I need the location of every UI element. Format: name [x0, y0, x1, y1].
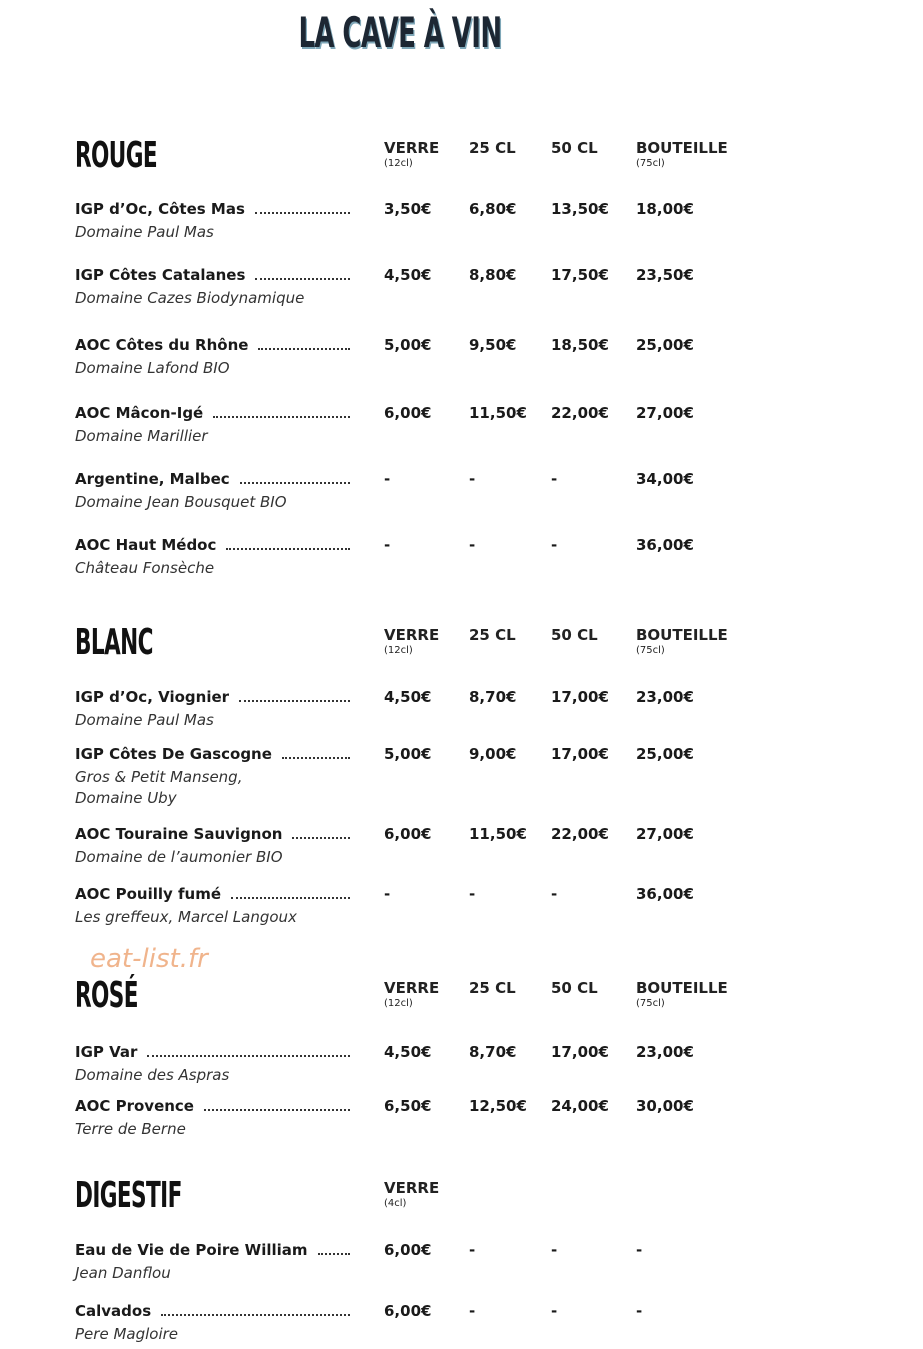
wine-name: AOC Côtes du Rhône: [75, 336, 249, 354]
column-header-label: BOUTEILLE: [636, 626, 728, 644]
dot-leader: [255, 212, 350, 214]
wine-producer: [75, 492, 287, 513]
column-header-label: 50 CL: [551, 139, 598, 157]
wine-producer: [75, 558, 214, 579]
column-header-label: VERRE: [384, 1179, 440, 1197]
column-header-50-cl: [551, 979, 598, 997]
price-cell: -: [636, 1302, 643, 1320]
dot-leader: [282, 757, 350, 759]
wine-producer-line: Domaine des Aspras: [75, 1066, 230, 1084]
wine-producer: [75, 1065, 229, 1086]
price-cell: -: [551, 1241, 558, 1259]
price-cell: 23,00€: [636, 688, 694, 706]
wine-name: IGP Var: [75, 1043, 138, 1061]
price-cell: 8,80€: [469, 266, 517, 284]
price-cell: 8,70€: [469, 1043, 517, 1061]
column-header-volume: (75cl): [636, 158, 665, 169]
wine-name-line: [75, 470, 350, 488]
price-cell: 36,00€: [636, 536, 694, 554]
price-cell: 8,70€: [469, 688, 517, 706]
price-cell: 27,00€: [636, 825, 694, 843]
price-cell: -: [384, 536, 391, 554]
price-cell: 6,80€: [469, 200, 517, 218]
wine-producer: [75, 222, 214, 243]
column-header-verre: [384, 1179, 439, 1209]
price-cell: -: [384, 470, 391, 488]
column-header-volume: (12cl): [384, 645, 413, 656]
dot-leader: [318, 1253, 350, 1255]
column-header-bouteille: [636, 139, 728, 169]
wine-name-line: [75, 536, 350, 554]
price-cell: 17,00€: [551, 1043, 609, 1061]
wine-name: IGP d’Oc, Viognier: [75, 688, 230, 706]
section-title: DIGESTIF: [75, 1175, 182, 1216]
price-cell: -: [469, 1241, 476, 1259]
wine-producer-line: Gros & Petit Manseng,: [75, 768, 243, 786]
wine-name: Eau de Vie de Poire William: [75, 1241, 308, 1259]
column-header-label: BOUTEILLE: [636, 979, 728, 997]
wine-producer: [75, 847, 283, 868]
price-cell: 18,50€: [551, 336, 609, 354]
wine-producer: [75, 767, 242, 809]
wine-name: AOC Provence: [75, 1097, 194, 1115]
price-cell: 27,00€: [636, 404, 694, 422]
wine-producer-line: Domaine Cazes Biodynamique: [75, 289, 305, 307]
price-cell: 4,50€: [384, 266, 432, 284]
price-cell: -: [551, 1302, 558, 1320]
price-cell: 22,00€: [551, 825, 609, 843]
column-header-label: VERRE: [384, 626, 440, 644]
price-cell: 5,00€: [384, 745, 432, 763]
wine-name-line: [75, 1097, 350, 1115]
column-header-label: 25 CL: [469, 979, 516, 997]
column-header-label: 50 CL: [551, 626, 598, 644]
wine-producer: [75, 426, 208, 447]
column-header-25-cl: [469, 139, 516, 157]
dot-leader: [161, 1314, 350, 1316]
wine-producer: [75, 358, 230, 379]
wine-producer-line: Château Fonsèche: [75, 559, 215, 577]
price-cell: 6,00€: [384, 404, 432, 422]
price-cell: 9,50€: [469, 336, 517, 354]
price-cell: 13,50€: [551, 200, 609, 218]
wine-name: IGP Côtes De Gascogne: [75, 745, 272, 763]
price-cell: -: [636, 1241, 643, 1259]
wine-producer-line: Domaine de l’aumonier BIO: [75, 848, 283, 866]
price-cell: -: [551, 885, 558, 903]
column-header-volume: (4cl): [384, 1198, 407, 1209]
column-header-volume: (12cl): [384, 998, 413, 1009]
column-header-bouteille: [636, 979, 728, 1009]
page-title: LA CAVE À VIN: [298, 8, 502, 57]
wine-name: AOC Haut Médoc: [75, 536, 217, 554]
column-header-bouteille: [636, 626, 728, 656]
price-cell: 4,50€: [384, 1043, 432, 1061]
price-cell: 24,00€: [551, 1097, 609, 1115]
wine-producer-line: Terre de Berne: [75, 1120, 186, 1138]
wine-name-line: [75, 336, 350, 354]
wine-producer-line: Domaine Jean Bousquet BIO: [75, 493, 287, 511]
wine-producer: [75, 288, 304, 309]
price-cell: 34,00€: [636, 470, 694, 488]
wine-name-line: [75, 200, 350, 218]
wine-name: AOC Pouilly fumé: [75, 885, 222, 903]
wine-producer-line: Domaine Lafond BIO: [75, 359, 230, 377]
dot-leader: [258, 348, 350, 350]
wine-producer-line: Domaine Uby: [75, 789, 177, 807]
column-header-volume: (75cl): [636, 645, 665, 656]
section-title: ROUGE: [75, 135, 158, 176]
price-cell: 17,00€: [551, 745, 609, 763]
column-header-label: 50 CL: [551, 979, 598, 997]
price-cell: 30,00€: [636, 1097, 694, 1115]
price-cell: 11,50€: [469, 825, 527, 843]
price-cell: 25,00€: [636, 336, 694, 354]
price-cell: 23,00€: [636, 1043, 694, 1061]
wine-producer-line: Pere Magloire: [75, 1325, 179, 1343]
column-header-label: 25 CL: [469, 626, 516, 644]
price-cell: -: [469, 536, 476, 554]
wine-name-line: [75, 266, 350, 284]
price-cell: -: [469, 470, 476, 488]
price-cell: 6,00€: [384, 825, 432, 843]
price-cell: 3,50€: [384, 200, 432, 218]
price-cell: 4,50€: [384, 688, 432, 706]
column-header-volume: (12cl): [384, 158, 413, 169]
dot-leader: [147, 1055, 350, 1057]
wine-name-line: [75, 688, 350, 706]
column-header-volume: (75cl): [636, 998, 665, 1009]
wine-name: AOC Mâcon-Igé: [75, 404, 204, 422]
price-cell: -: [551, 536, 558, 554]
price-cell: 22,00€: [551, 404, 609, 422]
wine-producer: [75, 1324, 178, 1345]
wine-producer: [75, 710, 214, 731]
wine-name-line: [75, 745, 350, 763]
section-title: BLANC: [75, 622, 153, 663]
dot-leader: [292, 837, 350, 839]
column-header-label: BOUTEILLE: [636, 139, 728, 157]
wine-producer-line: Jean Danflou: [75, 1264, 171, 1282]
price-cell: 9,00€: [469, 745, 517, 763]
price-cell: 5,00€: [384, 336, 432, 354]
wine-name: IGP d’Oc, Côtes Mas: [75, 200, 245, 218]
column-header-50-cl: [551, 626, 598, 644]
wine-name-line: [75, 1043, 350, 1061]
price-cell: 18,00€: [636, 200, 694, 218]
wine-name: AOC Touraine Sauvignon: [75, 825, 283, 843]
dot-leader: [240, 482, 350, 484]
column-header-25-cl: [469, 979, 516, 997]
price-cell: 36,00€: [636, 885, 694, 903]
dot-leader: [255, 278, 350, 280]
wine-producer-line: Les greffeux, Marcel Langoux: [75, 908, 297, 926]
column-header-label: VERRE: [384, 139, 440, 157]
dot-leader: [226, 548, 350, 550]
wine-producer: [75, 1263, 171, 1284]
dot-leader: [213, 416, 350, 418]
price-cell: 6,50€: [384, 1097, 432, 1115]
price-cell: 6,00€: [384, 1302, 432, 1320]
price-cell: -: [469, 885, 476, 903]
column-header-50-cl: [551, 139, 598, 157]
column-header-25-cl: [469, 626, 516, 644]
price-cell: -: [384, 885, 391, 903]
wine-name-line: [75, 404, 350, 422]
dot-leader: [204, 1109, 350, 1111]
dot-leader: [239, 700, 350, 702]
column-header-verre: [384, 626, 439, 656]
price-cell: 23,50€: [636, 266, 694, 284]
wine-name: IGP Côtes Catalanes: [75, 266, 246, 284]
wine-producer: [75, 1119, 186, 1140]
price-cell: 6,00€: [384, 1241, 432, 1259]
wine-name-line: [75, 885, 350, 903]
price-cell: 12,50€: [469, 1097, 527, 1115]
dot-leader: [231, 897, 350, 899]
wine-producer-line: Domaine Paul Mas: [75, 223, 214, 241]
wine-name: Calvados: [75, 1302, 152, 1320]
wine-producer-line: Domaine Paul Mas: [75, 711, 214, 729]
wine-name-line: [75, 1302, 350, 1320]
price-cell: 17,00€: [551, 688, 609, 706]
price-cell: 11,50€: [469, 404, 527, 422]
wine-name-line: [75, 825, 350, 843]
column-header-label: VERRE: [384, 979, 440, 997]
wine-producer: [75, 907, 297, 928]
section-title: ROSÉ: [75, 975, 138, 1016]
price-cell: -: [551, 470, 558, 488]
column-header-verre: [384, 979, 439, 1009]
price-cell: 17,50€: [551, 266, 609, 284]
price-cell: 25,00€: [636, 745, 694, 763]
price-cell: -: [469, 1302, 476, 1320]
column-header-verre: [384, 139, 439, 169]
wine-producer-line: Domaine Marillier: [75, 427, 208, 445]
wine-name: Argentine, Malbec: [75, 470, 230, 488]
wine-name-line: [75, 1241, 350, 1259]
column-header-label: 25 CL: [469, 139, 516, 157]
watermark: eat-list.fr: [90, 944, 208, 974]
